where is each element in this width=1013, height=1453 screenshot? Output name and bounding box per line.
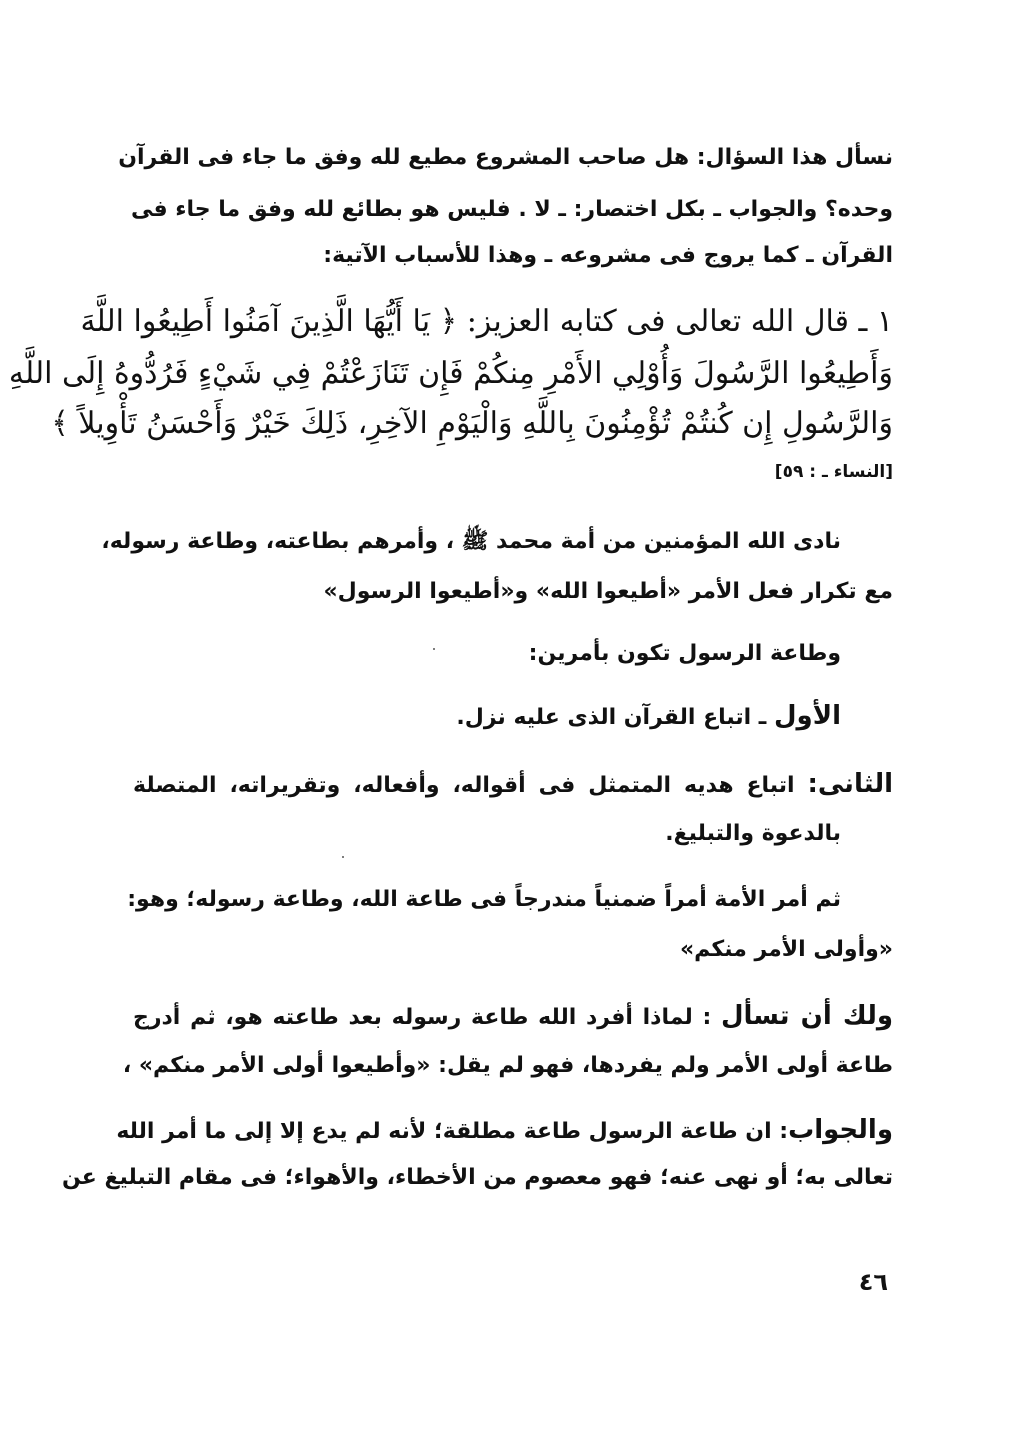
answer-line-2: تعالى به؛ أو نهى عنه؛ فهو معصوم من الأخطاء، والأهواء؛ فى مقام التبليغ عن — [62, 1165, 893, 1190]
second-point-label: الثانى: — [807, 769, 893, 799]
intro-line-3: القرآن ـ كما يروج فى مشروعه ـ وهذا للأسباب الآتية: — [323, 243, 893, 268]
quran-verse-line-2: وَأَطِيعُوا الرَّسُولَ وَأُوْلِي الأَمْرِ مِنكُمْ فَإِن تَنَازَعْتُمْ فِي شَيْءٍ فَرُدُّوهُ إِلَى اللَّهِ — [8, 356, 893, 391]
obedience-intro: وطاعة الرسول تكون بأمرين: — [528, 641, 841, 666]
quran-verse-line-3: وَالرَّسُولِ إِن كُنتُمْ تُؤْمِنُونَ بِاللَّهِ وَالْيَوْمِ الآخِرِ، ذَلِكَ خَيْرٌ وَأَحْسَنُ تَأْوِيلاً ﴾ — [51, 406, 893, 441]
quran-verse-line-1: ١ ـ قال الله تعالى فى كتابه العزيز: ﴿ يَا أَيُّهَا الَّذِينَ آمَنُوا أَطِيعُوا اللَّهَ — [80, 304, 893, 339]
second-point-line-1 — [133, 764, 893, 806]
scan-speck — [342, 856, 344, 858]
answer-label: والجواب — [788, 1115, 893, 1145]
second-point-text: اتباع هديه المتمثل فى أقواله، وأفعاله، وتقريراته، المتصلة — [133, 773, 808, 798]
call-line-2: مع تكرار فعل الأمر «أطيعوا الله» و«أطيعوا الرسول» — [323, 579, 893, 604]
first-point-text: ـ اتباع القرآن الذى عليه نزل. — [456, 705, 774, 730]
call-line-1: نادى الله المؤمنين من أمة محمد ﷺ ، وأمرهم بطاعته، وطاعة رسوله، — [101, 529, 841, 554]
scan-speck — [433, 648, 435, 650]
answer-text: : ان طاعة الرسول طاعة مطلقة؛ لأنه لم يدع إلا إلى ما أمر الله — [116, 1119, 789, 1144]
question-label: ولك أن تسأل — [720, 1001, 894, 1031]
page-number: ٤٦ — [858, 1268, 888, 1296]
first-point — [81, 696, 841, 738]
intro-line-1: نسأل هذا السؤال: هل صاحب المشروع مطيع لله وفق ما جاء فى القرآن — [118, 145, 893, 170]
question-line-2: طاعة أولى الأمر ولم يفردها، فهو لم يقل: «وأطيعوا أولى الأمر منكم» ، — [122, 1053, 893, 1078]
question-line-1 — [133, 996, 893, 1038]
intro-line-2: وحده؟ والجواب ـ بكل اختصار: ـ لا . فليس هو بطائع لله وفق ما جاء فى — [130, 197, 893, 222]
verse-reference: [النساء ـ : ٥٩] — [774, 462, 893, 482]
second-point-line-2: بالدعوة والتبليغ. — [665, 821, 841, 846]
question-text: : لماذا أفرد الله طاعة رسوله بعد طاعته هو، ثم أدرج — [133, 1005, 721, 1030]
answer-line-1 — [116, 1110, 893, 1152]
first-point-label: الأول — [774, 701, 841, 731]
then-line-1: ثم أمر الأمة أمراً ضمنياً مندرجاً فى طاعة الله، وطاعة رسوله؛ وهو: — [127, 887, 841, 912]
then-line-2: «وأولى الأمر منكم» — [679, 937, 893, 962]
